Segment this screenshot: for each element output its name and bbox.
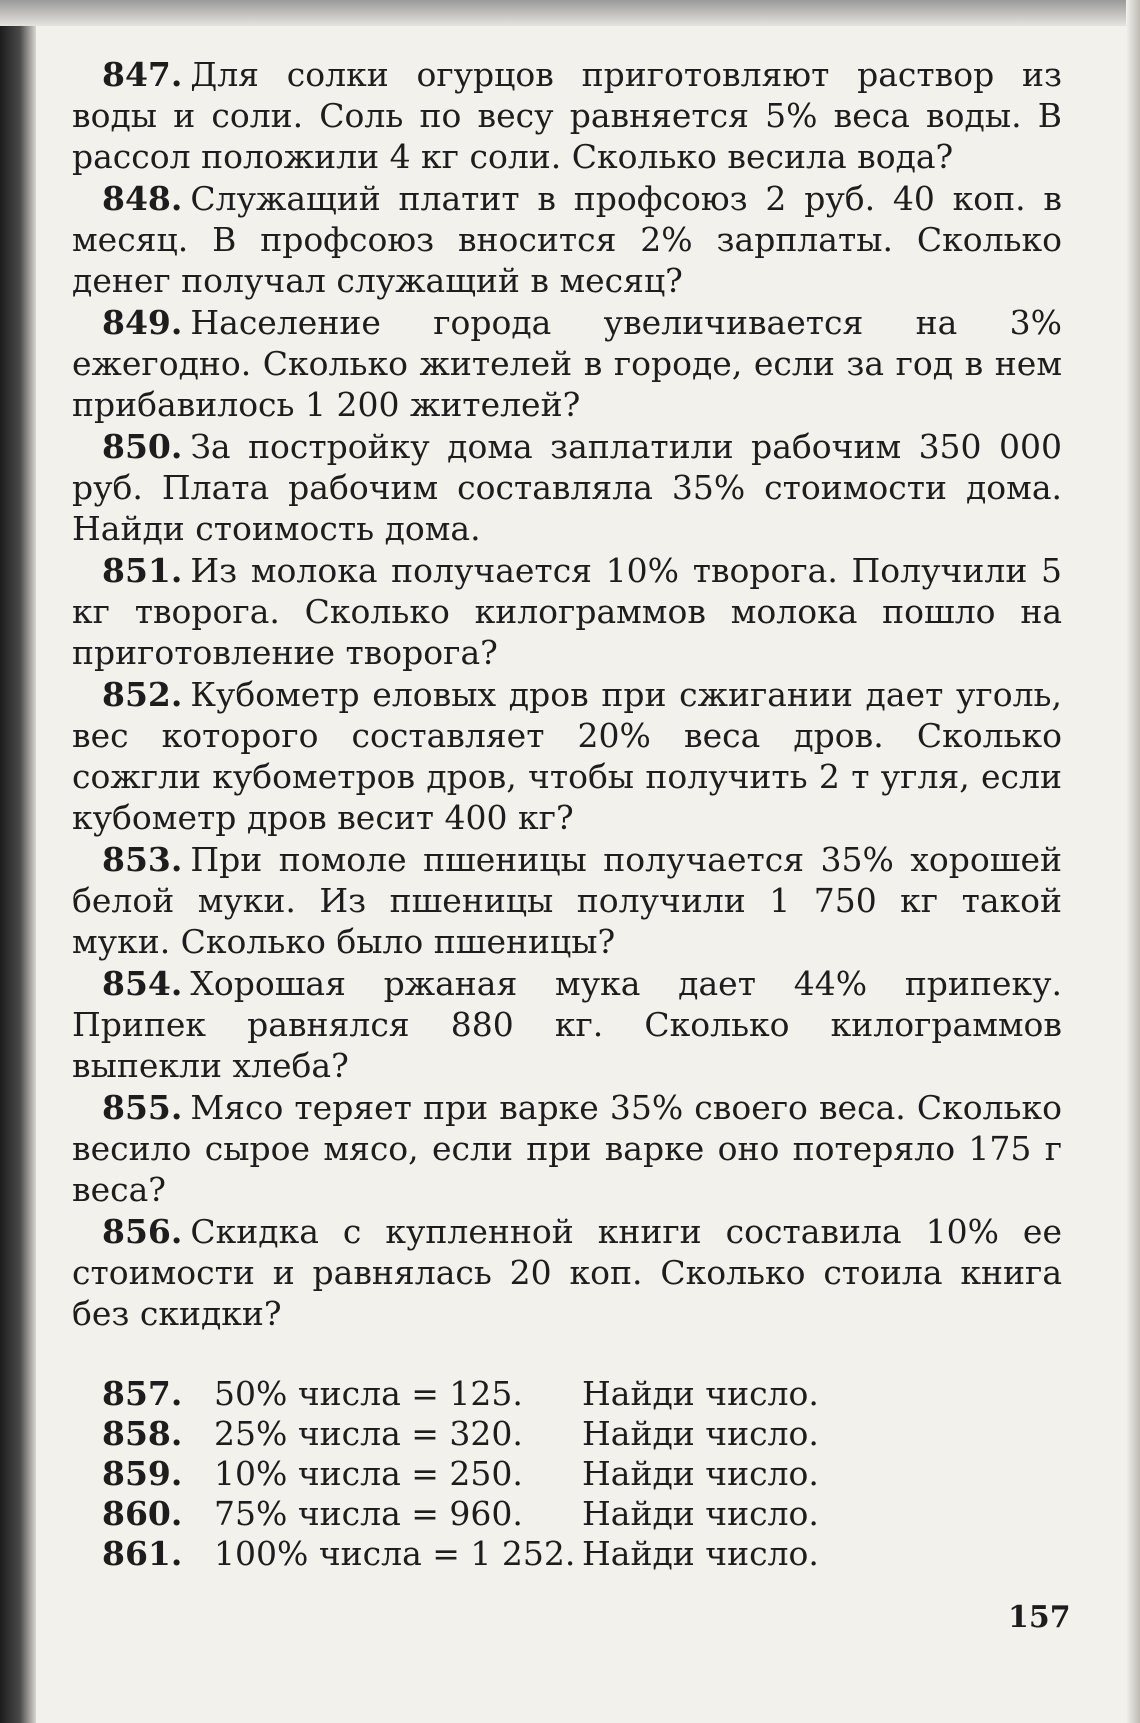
problem-number: 856. <box>102 1212 183 1251</box>
exercise-expression: 10% числа = 250. <box>214 1454 523 1493</box>
exercise-number: 860. <box>102 1494 183 1533</box>
exercise-expression: 25% числа = 320. <box>214 1414 523 1453</box>
exercise-861 <box>72 1534 1062 1574</box>
exercise-expression: 75% числа = 960. <box>214 1494 523 1533</box>
exercise-expression: 100% числа = 1 252. <box>214 1534 576 1573</box>
problem-851 <box>72 550 1062 673</box>
exercise-858 <box>72 1414 1062 1454</box>
book-spine-shadow <box>0 0 36 1723</box>
page-content <box>72 54 1062 1574</box>
exercise-number: 858. <box>102 1414 183 1453</box>
problem-number: 852. <box>102 675 183 714</box>
problem-number: 848. <box>102 179 183 218</box>
exercise-task: Найди число. <box>582 1454 819 1493</box>
problem-number: 851. <box>102 551 183 590</box>
exercise-list <box>72 1374 1062 1574</box>
exercise-857 <box>72 1374 1062 1414</box>
problem-text: Население города увеличивается на 3% ежегодно. Сколько жителей в городе, если за год в нем прибавилось 1 200 жителей? <box>72 303 1062 424</box>
exercise-expression: 50% числа = 125. <box>214 1374 523 1413</box>
problem-number: 847. <box>102 55 183 94</box>
problem-850 <box>72 426 1062 549</box>
page-number: 157 <box>1008 1600 1071 1635</box>
problem-number: 855. <box>102 1088 183 1127</box>
exercise-number: 861. <box>102 1534 183 1573</box>
exercise-859 <box>72 1454 1062 1494</box>
problem-text: Скидка с купленной книги составила 10% ее стоимости и равнялась 20 коп. Сколько стоила книга без скидки? <box>72 1212 1062 1333</box>
problem-number: 853. <box>102 840 183 879</box>
exercise-number: 859. <box>102 1454 183 1493</box>
problem-855 <box>72 1087 1062 1210</box>
problem-text: Мясо теряет при варке 35% своего веса. Сколько весило сырое мясо, если при варке оно потеряло 175 г веса? <box>72 1088 1062 1209</box>
problem-number: 849. <box>102 303 183 342</box>
exercise-task: Найди число. <box>582 1414 819 1453</box>
exercise-number: 857. <box>102 1374 183 1413</box>
problem-849 <box>72 302 1062 425</box>
problem-number: 854. <box>102 964 183 1003</box>
problem-853 <box>72 839 1062 962</box>
problem-number: 850. <box>102 427 183 466</box>
problem-text: Хорошая ржаная мука дает 44% припеку. Припек равнялся 880 кг. Сколько килограммов выпекли хлеба? <box>72 964 1062 1085</box>
page-top-edge <box>0 0 1140 26</box>
exercise-860 <box>72 1494 1062 1534</box>
problem-text: За постройку дома заплатили рабочим 350 000 руб. Плата рабочим составляла 35% стоимости дома. Найди стоимость дома. <box>72 427 1062 548</box>
problem-text: При помоле пшеницы получается 35% хорошей белой муки. Из пшеницы получили 1 750 кг такой муки. Сколько было пшеницы? <box>72 840 1062 961</box>
problem-text: Служащий платит в профсоюз 2 руб. 40 коп. в месяц. В профсоюз вносится 2% зарплаты. Сколько денег получал служащий в месяц? <box>72 179 1062 300</box>
problem-854 <box>72 963 1062 1086</box>
exercise-task: Найди число. <box>582 1374 819 1413</box>
exercise-task: Найди число. <box>582 1534 819 1573</box>
problem-text: Из молока получается 10% творога. Получили 5 кг творога. Сколько килограммов молока пошло на приготовление творога? <box>72 551 1062 672</box>
problem-847 <box>72 54 1062 177</box>
page-right-edge <box>1126 0 1140 1723</box>
problem-848 <box>72 178 1062 301</box>
problem-852 <box>72 674 1062 838</box>
problem-text: Кубометр еловых дров при сжигании дает уголь, вес которого составляет 20% веса дров. Сколько сожгли кубометров дров, чтобы получить 2 т угля, если кубометр дров весит 400 кг? <box>72 675 1062 837</box>
problem-text: Для солки огурцов приготовляют раствор из воды и соли. Соль по весу равняется 5% веса воды. В рассол положили 4 кг соли. Сколько весила вода? <box>72 55 1062 176</box>
problem-856 <box>72 1211 1062 1334</box>
exercise-task: Найди число. <box>582 1494 819 1533</box>
